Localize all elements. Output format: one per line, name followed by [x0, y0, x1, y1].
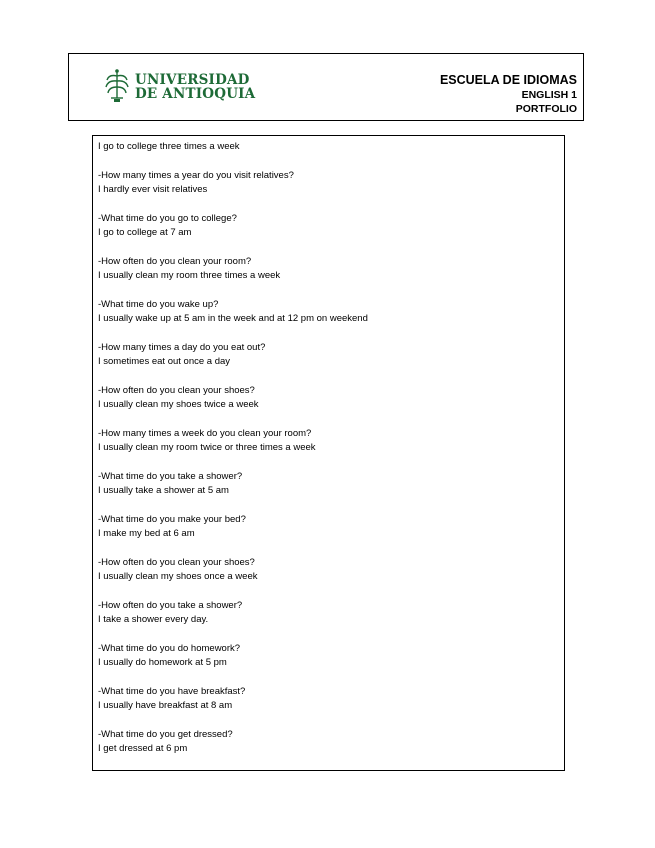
qa-item [98, 169, 564, 197]
qa-item [98, 427, 564, 455]
answer: I usually do homework at 5 pm [98, 657, 227, 668]
qa-item [98, 513, 564, 541]
question: -What time do you get dressed? [98, 729, 233, 740]
qa-item [98, 384, 564, 412]
question: -How often do you take a shower? [98, 600, 243, 611]
answer: I usually take a shower at 5 am [98, 485, 229, 496]
qa-item [98, 642, 564, 670]
answer: I usually clean my shoes twice a week [98, 399, 259, 410]
question: -What time do you make your bed? [98, 514, 246, 525]
qa-item [98, 685, 564, 713]
university-crest-icon [103, 68, 131, 104]
answer: I sometimes eat out once a day [98, 356, 231, 367]
question: -What time do you take a shower? [98, 471, 243, 482]
question: -How many times a day do you eat out? [98, 342, 266, 353]
header-info [440, 72, 577, 116]
answer: I usually have breakfast at 8 am [98, 700, 233, 711]
section-name: PORTFOLIO [515, 103, 577, 115]
question: -What time do you do homework? [98, 643, 241, 654]
question: -How many times a year do you visit relatives? [98, 170, 294, 181]
answer: I usually clean my shoes once a week [98, 571, 258, 582]
question: -How often do you clean your shoes? [98, 385, 255, 396]
school-name: ESCUELA DE IDIOMAS [439, 73, 577, 87]
answer: I take a shower every day. [98, 614, 209, 625]
university-name [135, 73, 255, 101]
qa-item [98, 728, 564, 756]
course-name: ENGLISH 1 [521, 89, 577, 101]
document-header [68, 53, 584, 121]
intro-line: I go to college three times a week [98, 141, 240, 152]
question: -How often do you clean your room? [98, 256, 252, 267]
answer: I get dressed at 6 pm [98, 743, 188, 754]
qa-list [98, 169, 564, 756]
qa-item [98, 599, 564, 627]
answer: I usually wake up at 5 am in the week and at 12 pm on weekend [98, 313, 368, 324]
qa-item [98, 470, 564, 498]
question: -How many times a week do you clean your room? [98, 428, 312, 439]
qa-item [98, 255, 564, 283]
answer: I usually clean my room three times a week [98, 270, 281, 281]
answer: I hardly ever visit relatives [98, 184, 208, 195]
question: -What time do you have breakfast? [98, 686, 246, 697]
answer: I make my bed at 6 am [98, 528, 195, 539]
answer: I usually clean my room twice or three times a week [98, 442, 316, 453]
answer: I go to college at 7 am [98, 227, 192, 238]
qa-item [98, 341, 564, 369]
question: -What time do you go to college? [98, 213, 237, 224]
qa-item [98, 556, 564, 584]
university-name-line1: UNIVERSIDAD [135, 72, 250, 88]
question: -How often do you clean your shoes? [98, 557, 255, 568]
question: -What time do you wake up? [98, 299, 219, 310]
portfolio-content [92, 135, 565, 771]
qa-item [98, 212, 564, 240]
qa-item [98, 298, 564, 326]
university-name-line2: DE ANTIOQUIA [135, 86, 256, 102]
